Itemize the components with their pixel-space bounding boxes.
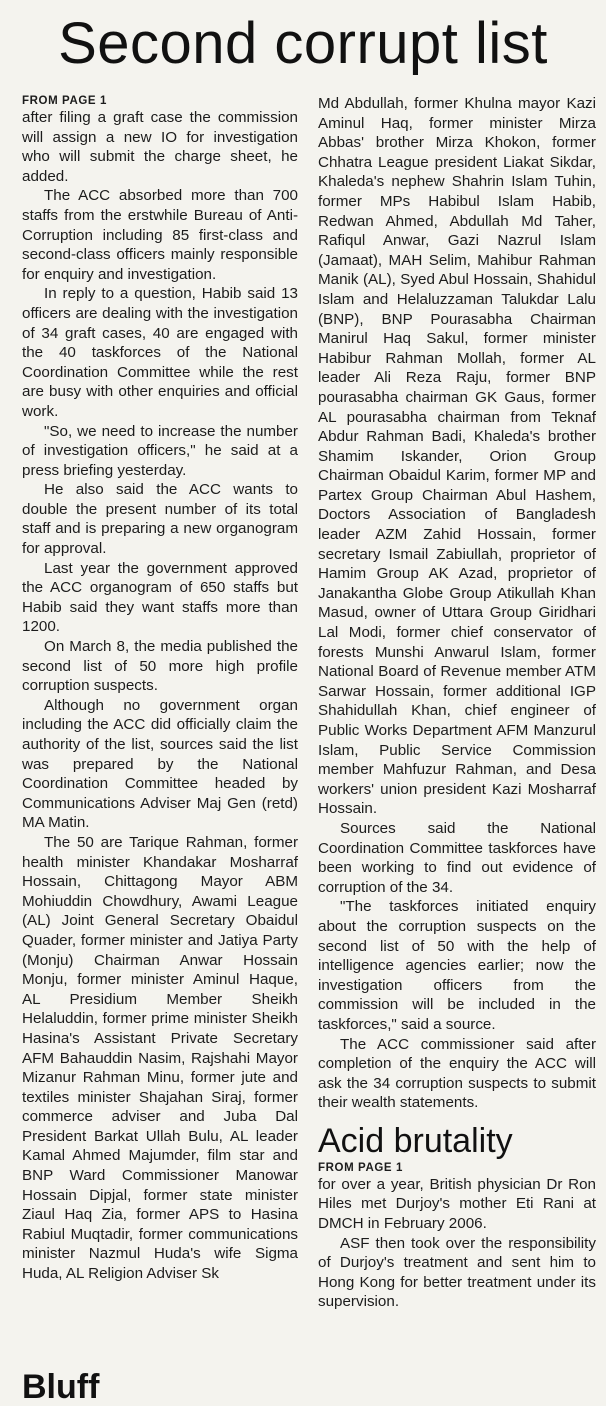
paragraph: ASF then took over the responsibility of Durjoy's treatment and sent him to Hong Kong for better treatment under its supervision. <box>318 1234 596 1311</box>
paragraph: for over a year, British physician Dr Ron Hiles met Durjoy's mother Eti Rani at DMCH in February 2006. <box>318 1175 596 1233</box>
paragraph: after filing a graft case the commission will assign a new IO for investigation who will submit the charge sheet, he added. <box>22 109 298 185</box>
paragraph: The 50 are Tarique Rahman, former health minister Khandakar Mosharraf Hossain, Chittagong Mayor ABM Mohiuddin Chowdhury, Awami League (AL) Joint General Secretary Obaidul Quader, former minister and Jatiya Party (Monju) Chairman Anwar Hossain Monju, former minister Aminul Haque, AL Presidium Member Sheikh Helaluddin, former prime minister Sheikh Hasina's Assistant Private Secretary AFM Bahauddin Nasim, Rajshahi Mayor Mizanur Rahman Minu, former jute and textiles minister Shajahan Siraj, former commerce adviser and Juba Dal President Barkat Ullah Bulu, AL leader Kamal Ahmed Majumder, film star and BNP Ward Commissioner Manowar Hossain Dipjal, former state minister Ziaul Haq Zia, former APS to Hasina Rabiul Muqtadir, former communications minister Nazmul Huda's wife Sigma Huda, AL Religion Adviser Sk <box>22 833 298 1283</box>
paragraph: "So, we need to increase the number of investigation officers," he said at a press briefing yesterday. <box>22 422 298 479</box>
cutoff-headline: Bluff <box>22 1368 100 1406</box>
paragraph: Although no government organ including the ACC did officially claim the authority of the list, sources said the list was prepared by the National Coordination Committee headed by Communications Adviser Maj Gen (retd) MA Matin. <box>22 696 298 832</box>
paragraph: Last year the government approved the ACC organogram of 650 staffs but Habib said they want staffs more than 1200. <box>22 559 298 636</box>
paragraph: In reply to a question, Habib said 13 officers are dealing with the investigation of 34 graft cases, 40 are engaged with the 40 taskforces of the National Coordination Committee while the rest are busy with other enquiries and official work. <box>22 285 298 420</box>
paragraph: Md Abdullah, former Khulna mayor Kazi Aminul Haq, former minister Mirza Abbas' brother Mirza Khokon, former Chhatra League president Liakat Sikdar, Khaleda's nephew Shahrin Islam Tuhin, former MPs Habibul Islam Habib, Redwan Ahmed, Abdullah Md Taher, Rafiqul Anwar, Gazi Nazrul Islam (Jamaat), MAH Selim, Mahibur Rahman Manik (AL), Syed Abul Hossain, Shahidul Islam and Helaluzzaman Talukdar Lalu (BNP), BNP Pourasabha Chairman Manirul Haq Sakul, former minister Habibur Rahman Mollah, former AL leader Ali Reza Raju, former BNP pourasabha chairman GK Gaus, former AL pourasabha chairman from Teknaf Abdur Rahman Badi, Khaleda's brother Shamim Iskander, Orion Group Chairman Obaidul Karim, former MP and Partex Group Chairman Abul Hashem, Doctors Association of Bangladesh leader AZM Zahid Hossain, former secretary Ismail Zabiullah, proprietor of Hamim Group AK Azad, proprietor of Janakantha Globe Group Atikullah Khan Masud, owner of Uttara Group Giridhari Lal Modi, former chief conservator of forests Munshi Anwarul Islam, former National Board of Revenue member ATM Sarwar Hossain, former additional IGP Shahidullah Khan, chief engineer of Public Works Department AFM Manzurul Islam, Public Service Commission member Mahfuzur Rahman, and Desa workers' union president Kazi Mosharraf Hossain. <box>318 95 596 818</box>
paragraph: The ACC commissioner said after completion of the enquiry the ACC will ask the 34 corruption suspects to submit their wealth statements. <box>318 1035 596 1112</box>
left-column <box>22 94 298 1284</box>
right-column <box>318 94 596 1312</box>
paragraph: Sources said the National Coordination Committee taskforces have been working to find out evidence of corruption of the 34. <box>318 819 596 896</box>
paragraph: "The taskforces initiated enquiry about the corruption suspects on the second list of 50 with the help of intelligence agencies earlier; now the investigation officers from the commission will be included in the taskforces," said a source. <box>318 898 596 1033</box>
kicker-from-page-1: FROM PAGE 1 <box>22 95 107 107</box>
kicker-from-page-1: FROM PAGE 1 <box>318 1161 403 1174</box>
headline: Second corrupt list <box>58 11 548 76</box>
paragraph: The ACC absorbed more than 700 staffs from the erstwhile Bureau of Anti-Corruption including 85 first-class and second-class officers mainly responsible for enquiry and investigation. <box>22 187 298 283</box>
paragraph: He also said the ACC wants to double the present number of its total staff and is preparing a new organogram for approval. <box>22 481 298 558</box>
paragraph: On March 8, the media published the second list of 50 more high profile corruption suspects. <box>22 638 298 695</box>
acid-brutality-headline: Acid brutality <box>318 1121 513 1160</box>
